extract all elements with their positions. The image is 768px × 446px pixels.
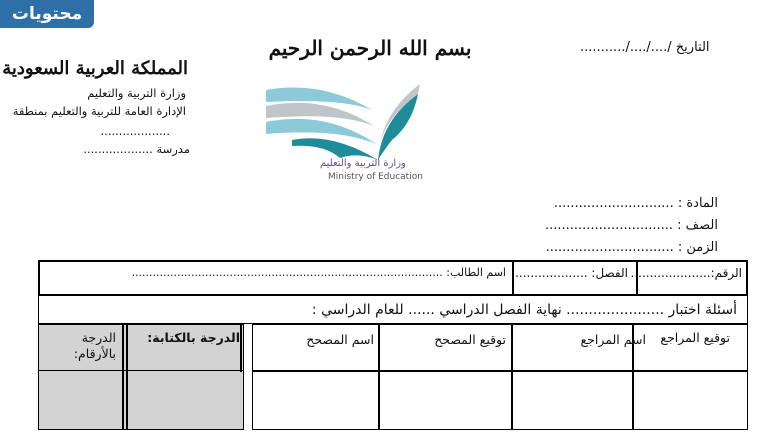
basmala: بسم الله الرحمن الرحيم	[268, 36, 472, 60]
kingdom-title: المملكة العربية السعودية	[2, 58, 188, 79]
logo-arabic-text: وزارة التربية والتعليم	[320, 158, 406, 169]
grade-field: الصف : ...............................	[544, 218, 718, 233]
subject-field: المادة : .............................	[553, 196, 718, 211]
logo-english-text: Ministry of Education	[328, 172, 423, 182]
school-label: مدرسة ...................	[83, 142, 190, 156]
number-field: الرقم:.....................	[630, 266, 742, 280]
time-field: الزمن : ...............................	[545, 240, 718, 255]
signature-value-row	[252, 370, 748, 430]
grade-numeric-header: الدرجة بالأرقام:	[73, 330, 116, 361]
corrector-name-header: اسم المصحح	[306, 332, 374, 347]
region-dots: ...................	[100, 124, 170, 138]
site-badge[interactable]: محتويات	[0, 0, 94, 28]
administration-label: الإدارة العامة للتربية والتعليم بمنطقة	[12, 104, 186, 118]
class-field: الفصل: ...................	[515, 266, 628, 280]
reviewer-signature-header: توقيع المراجع	[660, 330, 730, 345]
student-info-row	[38, 260, 748, 296]
grade-value-row	[38, 370, 244, 430]
corrector-signature-header: توقيع المصحح	[434, 332, 506, 347]
student-name-field: اسم الطالب: .........................................................................................	[131, 266, 506, 279]
ministry-logo-icon	[262, 80, 422, 185]
reviewer-name-header: اسم المراجع	[580, 332, 646, 347]
ministry-label: وزارة التربية والتعليم	[87, 86, 186, 100]
grade-written-header: الدرجة بالكتابة:	[147, 330, 240, 345]
exam-title: أسئلة اختبار ...................... نهاية الفصل الدراسي ...... للعام الدراسي :	[38, 296, 748, 324]
date-field: التاريخ /..../..../...........	[580, 40, 710, 55]
